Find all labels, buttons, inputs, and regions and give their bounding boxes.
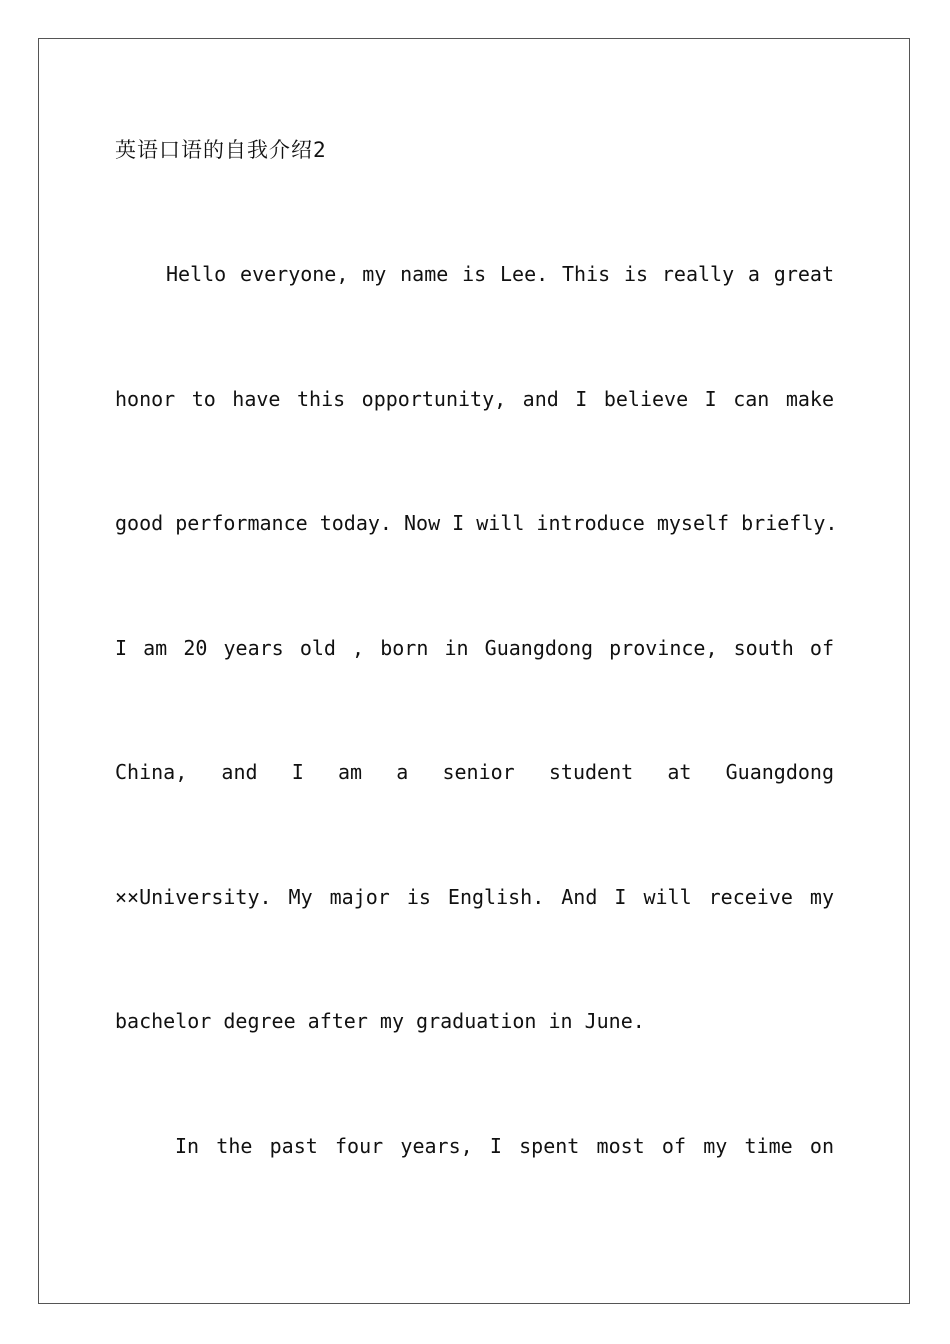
page-frame	[38, 38, 910, 1304]
paragraph-line: In the past four years, I spent most of my time on	[175, 1134, 834, 1158]
paragraph-line: bachelor degree after my graduation in June.	[115, 1009, 645, 1033]
paragraph-line: China, and I am a senior student at Guangdong	[115, 760, 834, 784]
paragraph-line: good performance today. Now I will introduce myself briefly.	[115, 511, 838, 535]
document-title: 英语口语的自我介绍2	[115, 138, 327, 162]
paragraph-line: I am 20 years old , born in Guangdong province, south of	[115, 636, 834, 660]
paragraph-line: ××University. My major is English. And I will receive my	[115, 885, 834, 909]
paragraph-line: honor to have this opportunity, and I believe I can make	[115, 387, 834, 411]
paragraph-line: Hello everyone, my name is Lee. This is really a great	[166, 262, 834, 286]
